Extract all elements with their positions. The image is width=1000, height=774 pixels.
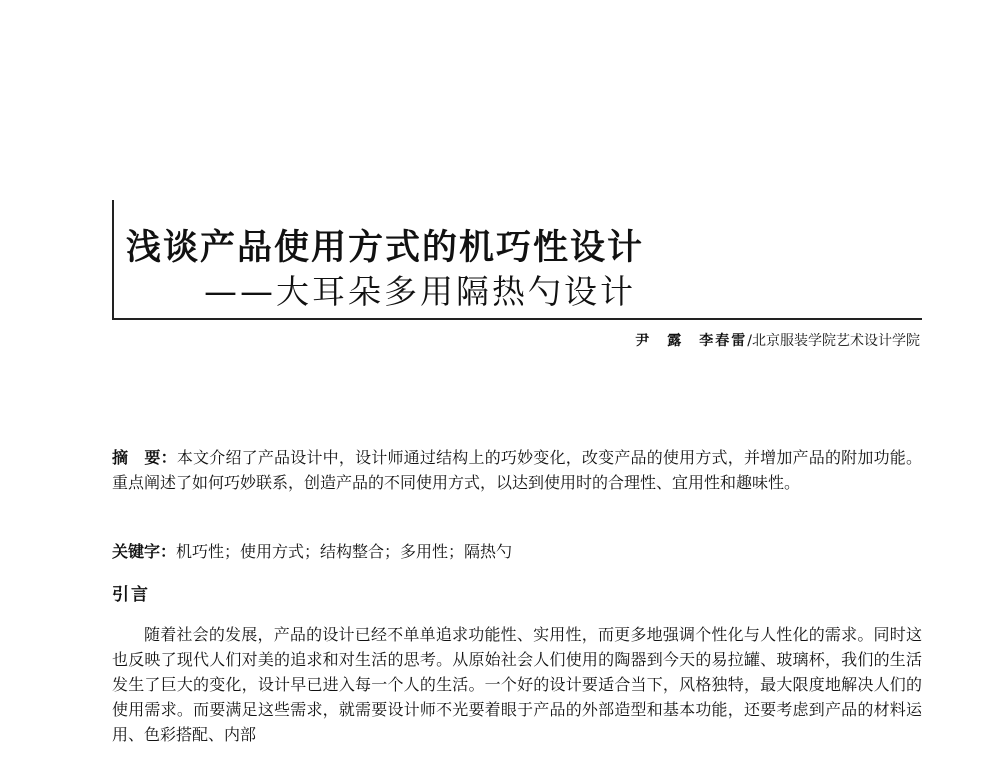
paper-title: 浅谈产品使用方式的机巧性设计 [126, 228, 645, 268]
section-heading-intro: 引言 [112, 585, 150, 605]
keywords-text: 机巧性；使用方式；结构整合；多用性；隔热勺 [176, 542, 513, 561]
abstract-label: 摘 要： [112, 448, 177, 467]
paper-subtitle: ——大耳朵多用隔热勺设计 [204, 272, 636, 311]
keywords-label: 关键字： [112, 542, 177, 561]
intro-paragraph: 随着社会的发展，产品的设计已经不单单追求功能性、实用性，而更多地强调个性化与人性化的需求。同时这也反映了现代人们对美的追求和对生活的思考。从原始社会人们使用的陶器到今天的易拉罐、玻璃杯，我们的生活发生了巨大的变化，设计早已进入每一个人的生活。一个好的设计要适合当下，风格独特，最大限度地解决人们的使用需求。而要满足这些需求，就需要设计师不光要着眼于产品的外部造型和基本功能，还要考虑到产品的材料运用、色彩搭配、内部 [112, 625, 922, 744]
author-line [635, 330, 920, 350]
author-affiliation: /北京服装学院艺术设计学院 [747, 333, 920, 349]
abstract [112, 445, 922, 495]
keywords [112, 539, 922, 564]
abstract-text: 本文介绍了产品设计中，设计师通过结构上的巧妙变化，改变产品的使用方式，并增加产品的附加功能。重点阐述了如何巧妙联系，创造产品的不同使用方式，以达到使用时的合理性、宜用性和趣味性。 [112, 448, 922, 492]
author-names: 尹 露 李春雷 [635, 333, 748, 349]
title-block [112, 200, 922, 320]
